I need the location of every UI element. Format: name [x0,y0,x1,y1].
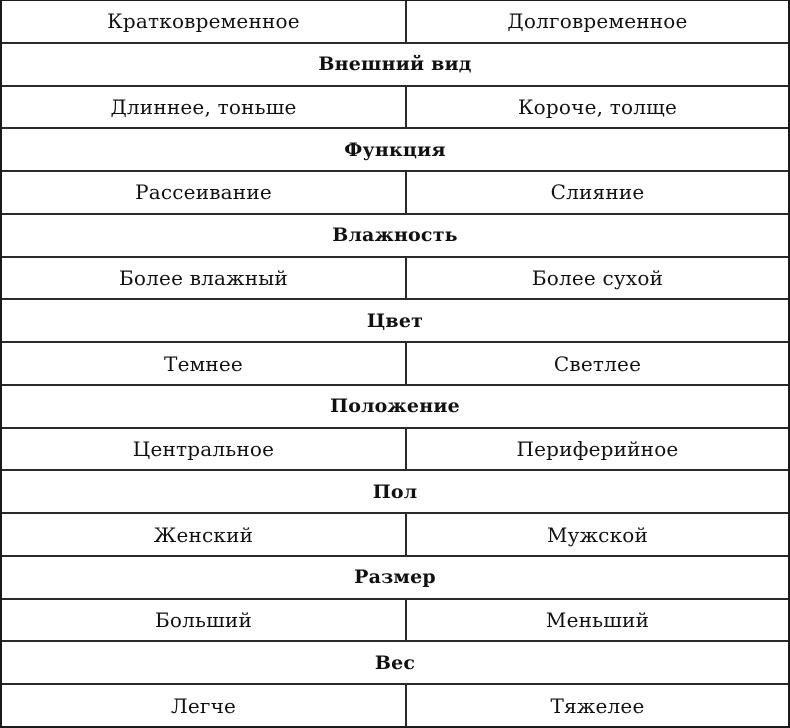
cell-long-term: Более сухой [531,265,664,290]
table-row [2,343,788,386]
header-cell-short-term: Кратковременное [2,1,407,42]
section-title-sex: Пол [372,480,418,503]
cell-long-term: Слияние [550,180,645,205]
cell-short-term: Легче [2,685,407,726]
cell-short-term: Более влажный [2,258,407,299]
section-title-row [2,300,788,343]
cell-short-term: Центральное [2,429,407,470]
cell-long-term: Меньший [545,608,650,633]
table-row [2,600,788,643]
table-row [2,429,788,472]
section-title-position: Положение [330,395,460,418]
cell-short-term: Больший [2,600,407,641]
cell-long-term: Светлее [553,351,642,376]
cell-short-term: Длиннее, тоньше [2,87,407,128]
section-title-size: Размер [354,566,436,589]
section-title-function: Функция [344,138,446,161]
table-row [2,87,788,130]
cell-long-term: Периферийное [516,437,679,462]
section-title-row [2,557,788,600]
section-title-row [2,471,788,514]
table-row [2,172,788,215]
section-title-row [2,215,788,258]
header-row [2,1,788,44]
cell-long-term: Мужской [546,522,649,547]
table-row [2,258,788,301]
section-title-weight: Вес [374,651,416,674]
section-title-appearance: Внешний вид [318,53,472,76]
section-title-row [2,642,788,685]
section-title-row [2,386,788,429]
cell-long-term: Короче, толще [518,94,677,119]
section-title-color: Цвет [366,309,424,332]
section-title-moisture: Влажность [332,224,458,247]
table-row [2,685,788,726]
cell-long-term: Тяжелее [550,693,645,718]
header-cell-long-term: Долговременное [507,9,688,34]
section-title-row [2,129,788,172]
cell-short-term: Женский [2,514,407,555]
cell-short-term: Темнее [2,343,407,384]
section-title-row [2,44,788,87]
table-row [2,514,788,557]
cell-short-term: Рассеивание [2,172,407,213]
